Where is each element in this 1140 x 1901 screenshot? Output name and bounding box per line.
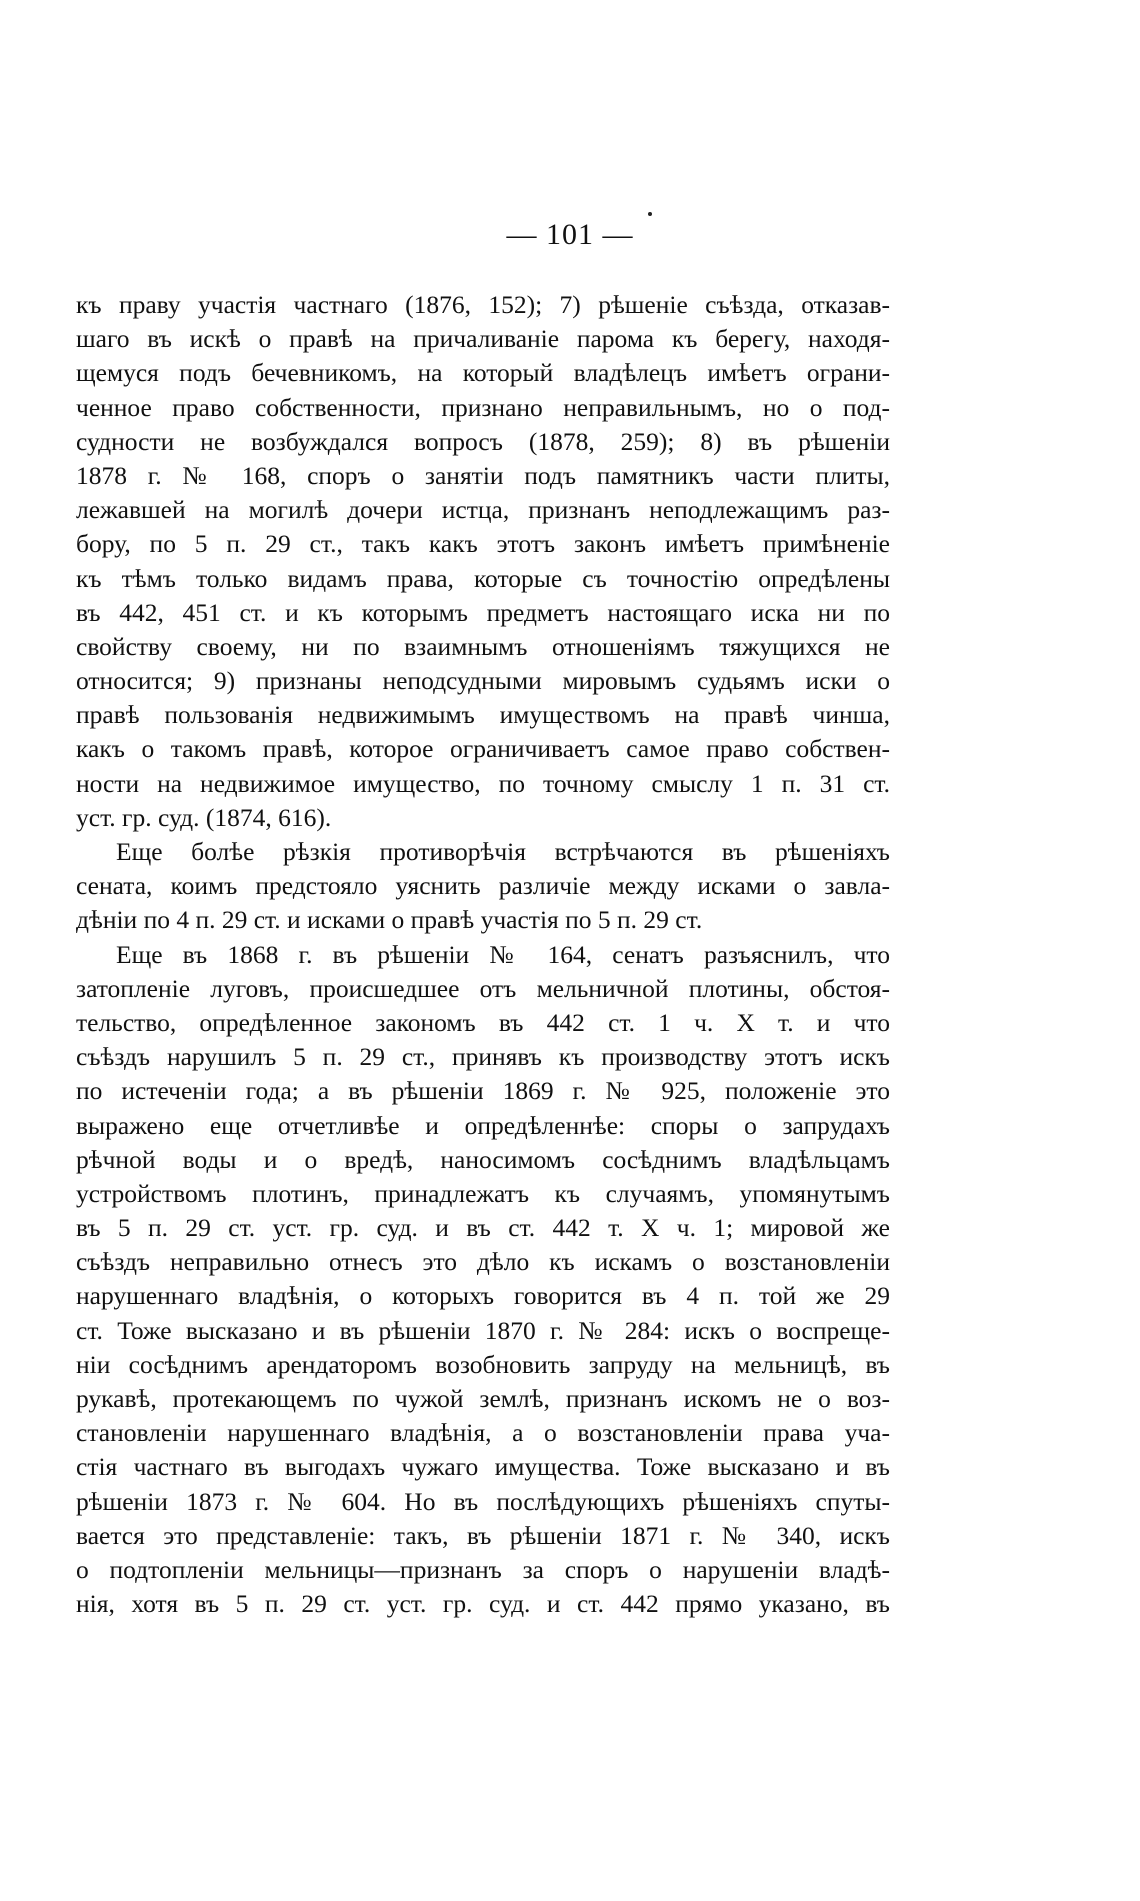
text-line: ніи сосѣднимъ арендаторомъ возобновить запруду на мельницѣ, въ bbox=[76, 1349, 890, 1379]
text-line: тельство, опредѣленное закономъ въ 442 ст. 1 ч. X т. и что bbox=[76, 1007, 890, 1037]
text-line: въ 5 п. 29 ст. уст. гр. суд. и въ ст. 442 т. X ч. 1; мировой же bbox=[76, 1213, 890, 1243]
body-text bbox=[76, 288, 890, 1621]
text-line: вается это представленіе: такъ, въ рѣшеніи 1871 г. № 340, искъ bbox=[76, 1520, 890, 1550]
text-line: рѣшеніи 1873 г. № 604. Но въ послѣдующихъ рѣшеніяхъ спуты- bbox=[76, 1486, 890, 1516]
text-line: какъ о такомъ правѣ, которое ограничиваетъ самое право собствен- bbox=[76, 734, 890, 764]
text-line: относится; 9) признаны неподсудными мировымъ судьямъ иски о bbox=[76, 666, 890, 696]
text-line: ст. Тоже высказано и въ рѣшеніи 1870 г. № 284: искъ о воспреще- bbox=[76, 1315, 890, 1345]
text-line: щемуся подъ бечевникомъ, на который владѣлецъ имѣетъ ограни- bbox=[76, 358, 890, 388]
text-line: рукавѣ, протекающемъ по чужой землѣ, признанъ искомъ не о воз- bbox=[76, 1384, 890, 1413]
text-line: судности не возбуждался вопросъ (1878, 259); 8) въ рѣшеніи bbox=[76, 426, 890, 456]
text-line: 1878 г. № 168, споръ о занятіи подъ памятникъ части плиты, bbox=[76, 460, 890, 490]
text-line: дѣніи по 4 п. 29 ст. и исками о правѣ участія по 5 п. 29 ст. bbox=[76, 905, 703, 935]
text-line: правѣ пользованія недвижимымъ имуществомъ на правѣ чинша, bbox=[76, 700, 890, 730]
text-line: устройствомъ плотинъ, принадлежатъ къ случаямъ, упомянутымъ bbox=[76, 1178, 890, 1208]
text-line: бору, по 5 п. 29 ст., такъ какъ этотъ законъ имѣетъ примѣненіе bbox=[76, 529, 890, 559]
text-line: стія частнаго въ выгодахъ чужаго имущества. Тоже высказано и въ bbox=[76, 1452, 890, 1482]
page-number: — 101 — bbox=[506, 218, 634, 251]
text-line: сената, коимъ предстояло уяснить различіе между исками о завла- bbox=[76, 871, 890, 901]
text-line: къ праву участія частнаго (1876, 152); 7) рѣшеніе съѣзда, отказав- bbox=[76, 290, 890, 319]
text-line: выражено еще отчетливѣе и опредѣленнѣе: споры о запрудахъ bbox=[76, 1110, 890, 1140]
text-line: свойству своему, ни по взаимнымъ отношеніямъ тяжущихся не bbox=[76, 631, 890, 661]
text-line: съѣздъ неправильно отнесъ это дѣло къ искамъ о возстановленіи bbox=[76, 1247, 890, 1277]
text-line: по истеченіи года; а въ рѣшеніи 1869 г. № 925, положеніе это bbox=[76, 1076, 890, 1106]
text-line: къ тѣмъ только видамъ права, которые съ точностію опредѣлены bbox=[76, 563, 890, 593]
text-line: шаго въ искѣ о правѣ на причаливаніе парома къ берегу, находя- bbox=[76, 324, 890, 354]
paragraph-start-line: Еще въ 1868 г. въ рѣшеніи № 164, сенатъ разъяснилъ, что bbox=[116, 939, 890, 969]
text-line: уст. гр. суд. (1874, 616). bbox=[76, 802, 332, 832]
text-line: рѣчной воды и о вредѣ, наносимомъ сосѣднимъ владѣльцамъ bbox=[76, 1144, 890, 1174]
text-line: ченное право собственности, признано неправильнымъ, но о под- bbox=[76, 392, 890, 422]
text-line: лежавшей на могилѣ дочери истца, признанъ неподлежащимъ раз- bbox=[76, 495, 890, 525]
text-line: нія, хотя въ 5 п. 29 ст. уст. гр. суд. и ст. 442 прямо указано, въ bbox=[76, 1589, 890, 1619]
text-line: въ 442, 451 ст. и къ которымъ предметъ настоящаго иска ни по bbox=[76, 597, 890, 627]
text-line: съѣздъ нарушилъ 5 п. 29 ст., принявъ къ производству этотъ искъ bbox=[76, 1042, 890, 1072]
paragraph-start-line: Еще болѣе рѣзкія противорѣчія встрѣчаются въ рѣшеніяхъ bbox=[116, 837, 890, 866]
text-line: становленіи нарушеннаго владѣнія, а о возстановленіи права уча- bbox=[76, 1418, 890, 1448]
text-line: о подтопленіи мельницы—признанъ за споръ о нарушеніи владѣ- bbox=[76, 1554, 890, 1584]
text-line: ности на недвижимое имущество, по точному смыслу 1 п. 31 ст. bbox=[76, 768, 890, 798]
ink-speck bbox=[648, 212, 652, 216]
text-line: затопленіе луговъ, происшедшее отъ мельничной плотины, обстоя- bbox=[76, 973, 890, 1003]
text-line: нарушеннаго владѣнія, о которыхъ говорится въ 4 п. той же 29 bbox=[76, 1281, 890, 1311]
